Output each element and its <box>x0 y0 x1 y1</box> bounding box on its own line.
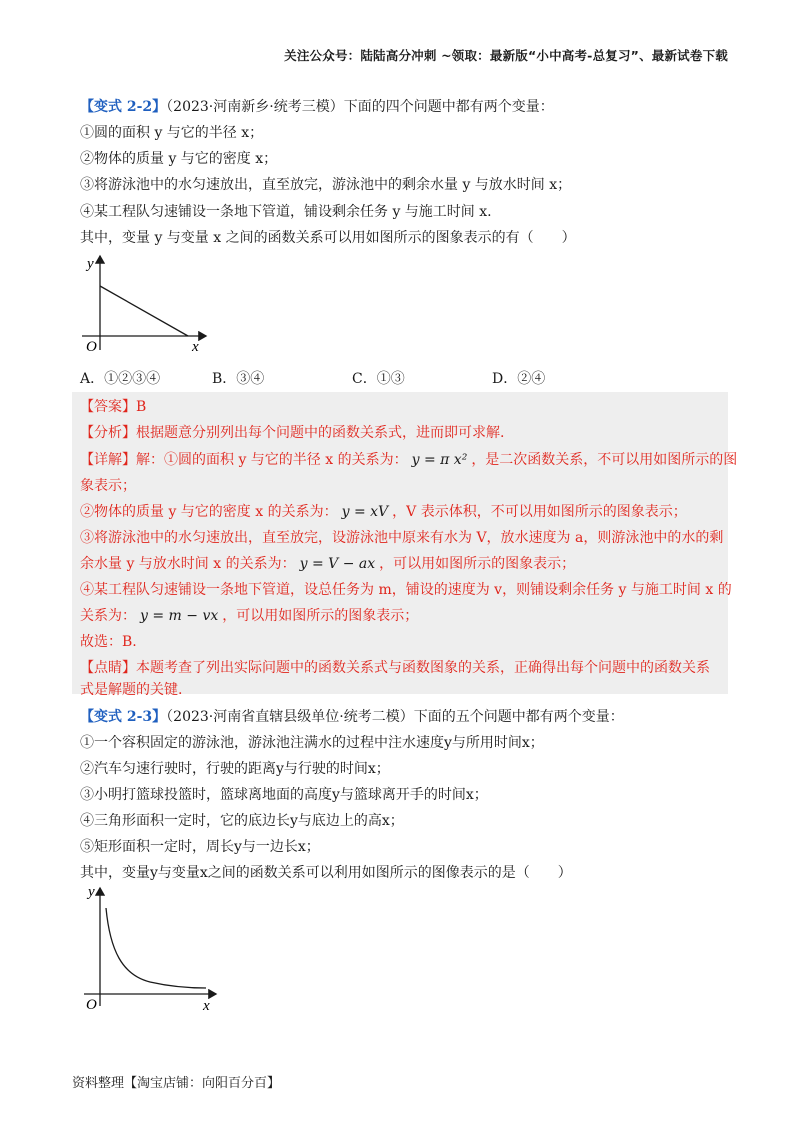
question-2-tag: 【变式 2-3】 <box>80 709 167 725</box>
page-footer: 资料整理【淘宝店铺：向阳百分百】 <box>72 1076 281 1091</box>
y-axis-label: y <box>88 884 95 900</box>
detail-3-text: 余水量 y 与放水时间 x 的关系为： <box>80 556 296 572</box>
option-b[interactable]: B．③④ <box>212 371 265 387</box>
formula-2: y = xV <box>341 504 389 520</box>
detail-1-tail: ，是二次函数关系，不可以用如图所示的图 <box>471 452 738 468</box>
question-2-item-2: ②汽车匀速行驶时，行驶的距离y与行驶的时间x； <box>80 761 390 777</box>
detail-4-text: 关系为： <box>80 608 136 624</box>
x-axis-label: x <box>192 339 199 355</box>
choice: 故选：B. <box>80 634 137 650</box>
detail-4-continued <box>80 605 418 625</box>
question-2-question: 其中，变量y与变量x之间的函数关系可以利用如图所示的图像表示的是（ ） <box>80 865 572 881</box>
page-header: 关注公众号：陆陆高分冲刺 ~领取：最新版“小中高考-总复习”、最新试卷下载 <box>284 48 728 63</box>
question-2-item-5: ⑤矩形面积一定时，周长y与一边长x； <box>80 839 320 855</box>
detail-2 <box>80 501 687 521</box>
detail-1-continued: 象表示； <box>80 478 136 494</box>
question-2-item-1: ①一个容积固定的游泳池，游泳池注满水的过程中注水速度y与所用时间x； <box>80 735 544 751</box>
answer: 【答案】B <box>80 399 147 415</box>
inverse-curve <box>106 908 206 988</box>
question-2-intro <box>80 706 624 726</box>
detail-2-text: ②物体的质量 y 与它的密度 x 的关系为： <box>80 504 338 520</box>
question-1-source: （2023·河南新乡·统考三模）下面的四个问题中都有两个变量： <box>166 99 554 115</box>
formula-3: y = V − ax <box>299 556 376 572</box>
formula-1: y = π x² <box>411 452 468 468</box>
question-2-graph <box>80 880 225 1015</box>
y-axis-label: y <box>87 256 94 272</box>
decreasing-line <box>100 286 188 336</box>
option-c[interactable]: C．①③ <box>352 371 405 387</box>
formula-4: y = m − vx <box>140 608 219 624</box>
detail-1 <box>80 449 737 469</box>
question-1-graph <box>80 250 220 355</box>
comment: 【点睛】本题考查了列出实际问题中的函数关系式与函数图象的关系，正确得出每个问题中的函数关系 <box>80 660 710 676</box>
origin-label: O <box>86 997 97 1013</box>
option-d[interactable]: D．②④ <box>492 371 546 387</box>
detail-3-tail: ，可以用如图所示的图象表示； <box>379 556 576 572</box>
question-1-tag: 【变式 2-2】 <box>80 99 167 115</box>
detail-4-tail: ，可以用如图所示的图象表示； <box>222 608 419 624</box>
detail-3-continued <box>80 553 575 573</box>
detail-3: ③将游泳池中的水匀速放出，直至放完，设游泳池中原来有水为 V，放水速度为 a，则游泳池中的水的剩 <box>80 530 724 546</box>
detail-2-tail: ，V 表示体积，不可以用如图所示的图象表示； <box>392 504 687 520</box>
x-axis-label: x <box>203 998 210 1014</box>
question-1-item-1: ①圆的面积 y 与它的半径 x； <box>80 125 264 141</box>
detail-4: ④某工程队匀速铺设一条地下管道，设总任务为 m，铺设的速度为 v，则铺设剩余任务 y 与施工时间 x 的 <box>80 582 732 598</box>
question-1-question: 其中，变量 y 与变量 x 之间的函数关系可以用如图所示的图象表示的有（ ） <box>80 230 576 246</box>
question-2-source: （2023·河南省直辖县级单位·统考二模）下面的五个问题中都有两个变量： <box>166 709 624 725</box>
question-1-item-3: ③将游泳池中的水匀速放出，直至放完，游泳池中的剩余水量 y 与放水时间 x； <box>80 177 572 193</box>
question-2-item-3: ③小明打篮球投篮时，篮球离地面的高度y与篮球离开手的时间x； <box>80 787 488 803</box>
analysis: 【分析】根据题意分别列出每个问题中的函数关系式，进而即可求解. <box>80 425 505 441</box>
question-1-intro <box>80 96 554 116</box>
question-1-item-4: ④某工程队匀速铺设一条地下管道，铺设剩余任务 y 与施工时间 x. <box>80 204 492 220</box>
option-a[interactable]: A．①②③④ <box>80 371 161 387</box>
question-2-item-4: ④三角形面积一定时，它的底边长y与底边上的高x； <box>80 813 404 829</box>
origin-label: O <box>86 339 97 355</box>
detail-1-text: 【详解】解：①圆的面积 y 与它的半径 x 的关系为： <box>80 452 408 468</box>
comment-continued: 式是解题的关键. <box>80 682 183 698</box>
question-1-item-2: ②物体的质量 y 与它的密度 x； <box>80 151 278 167</box>
